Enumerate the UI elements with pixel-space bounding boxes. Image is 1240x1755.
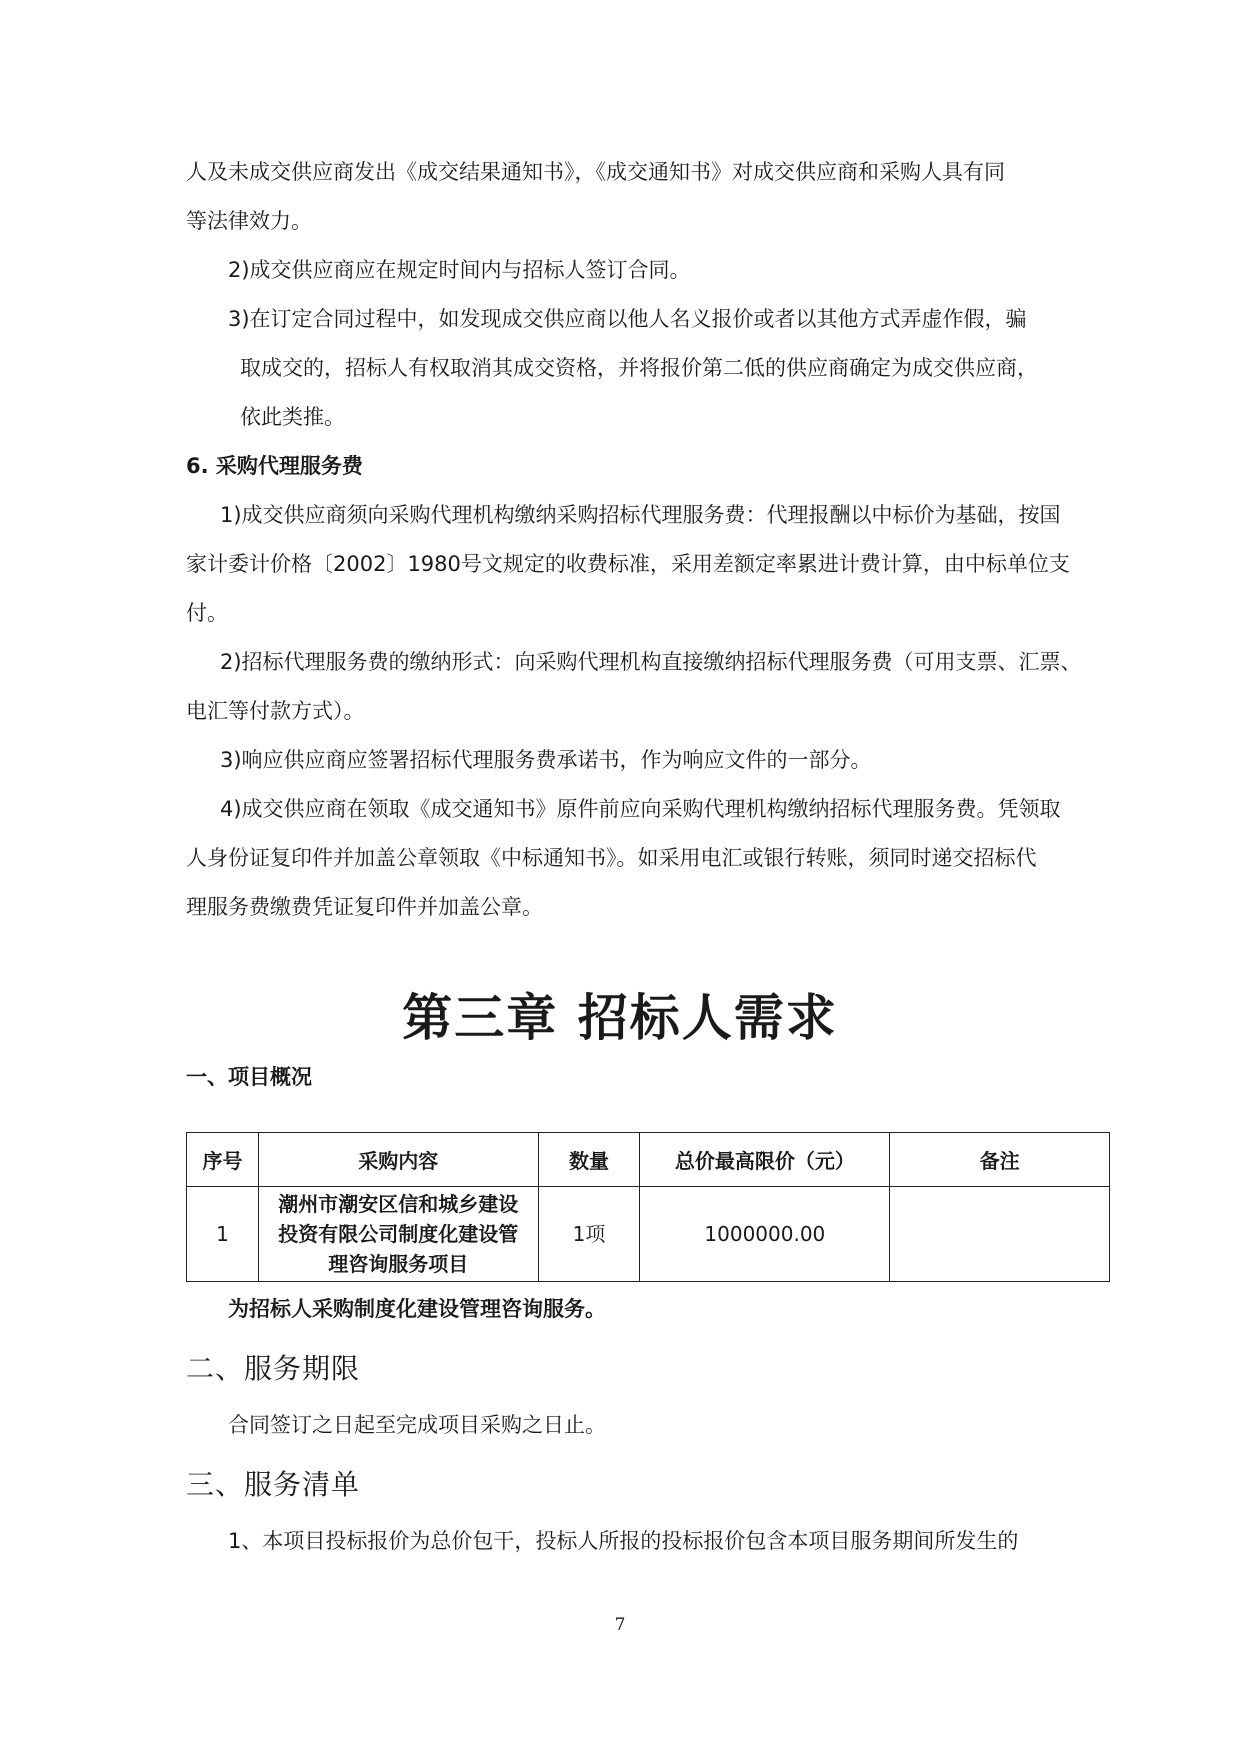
paragraph-line: 3)在订定合同过程中，如发现成交供应商以他人名义报价或者以其他方式弄虚作假，骗 — [228, 307, 1027, 331]
table-header-row — [187, 1133, 1110, 1187]
paragraph-line: 人及未成交供应商发出《成交结果通知书》，《成交通知书》对成交供应商和采购人具有同 — [186, 160, 1005, 184]
paragraph-line: 合同签订之日起至完成项目采购之日止。 — [228, 1413, 606, 1437]
remark-cell — [890, 1187, 1110, 1282]
table-note: 为招标人采购制度化建设管理咨询服务。 — [228, 1297, 606, 1321]
paragraph-line: 2)招标代理服务费的缴纳形式：向采购代理机构直接缴纳招标代理服务费（可用支票、汇票、 — [220, 650, 1082, 674]
paragraph-line: 1)成交供应商须向采购代理机构缴纳采购招标代理服务费：代理报酬以中标价为基础，按国 — [220, 503, 1061, 527]
price-cell: 1000000.00 — [640, 1187, 890, 1282]
paragraph-line: 3)响应供应商应签署招标代理服务费承诺书，作为响应文件的一部分。 — [220, 748, 872, 772]
content-line: 理咨询服务项目 — [328, 1252, 469, 1276]
section-heading: 一、项目概况 — [186, 1065, 312, 1089]
section-heading: 三、服务清单 — [186, 1468, 361, 1501]
paragraph-line: 人身份证复印件并加盖公章领取《中标通知书》。如采用电汇或银行转账，须同时递交招标代 — [186, 846, 1037, 870]
paragraph-line: 等法律效力。 — [186, 209, 312, 233]
paragraph-line: 1、本项目投标报价为总价包干，投标人所报的投标报价包含本项目服务期间所发生的 — [228, 1529, 1019, 1553]
procurement-content-cell — [258, 1187, 538, 1282]
content-line: 投资有限公司制度化建设管 — [278, 1222, 519, 1246]
column-header: 数量 — [538, 1133, 640, 1187]
content-line: 潮州市潮安区信和城乡建设 — [278, 1192, 519, 1216]
project-table — [186, 1132, 1110, 1282]
column-header: 序号 — [187, 1133, 259, 1187]
chapter-title: 第三章 招标人需求 — [402, 988, 838, 1047]
paragraph-line: 付。 — [186, 601, 228, 625]
table-row — [187, 1187, 1110, 1282]
paragraph-line: 2)成交供应商应在规定时间内与招标人签订合同。 — [228, 258, 691, 282]
row-number-cell: 1 — [187, 1187, 259, 1282]
quantity-cell: 1项 — [538, 1187, 640, 1282]
paragraph-line: 电汇等付款方式）。 — [186, 699, 365, 723]
section-heading: 二、服务期限 — [186, 1352, 361, 1385]
column-header: 总价最高限价（元） — [640, 1133, 890, 1187]
paragraph-line: 4)成交供应商在领取《成交通知书》原件前应向采购代理机构缴纳招标代理服务费。凭领取 — [220, 797, 1061, 821]
column-header: 采购内容 — [258, 1133, 538, 1187]
page-number: 7 — [614, 1615, 626, 1635]
paragraph-line: 家计委计价格〔2002〕1980号文规定的收费标准，采用差额定率累进计费计算，由中标单位支 — [186, 552, 1070, 576]
paragraph-line: 依此类推。 — [240, 405, 345, 429]
paragraph-line: 理服务费缴费凭证复印件并加盖公章。 — [186, 895, 543, 919]
section-heading: 6. 采购代理服务费 — [186, 454, 363, 478]
paragraph-line: 取成交的，招标人有权取消其成交资格，并将报价第二低的供应商确定为成交供应商， — [240, 356, 1038, 380]
column-header: 备注 — [890, 1133, 1110, 1187]
